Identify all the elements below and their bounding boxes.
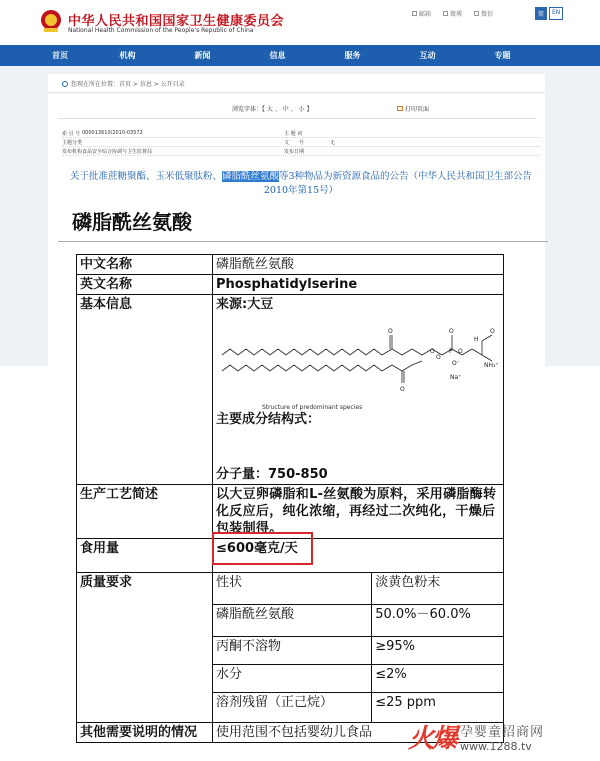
language-switch xyxy=(535,7,563,20)
search-highlight: 磷脂酰丝氨酸 xyxy=(221,171,279,182)
weibo-icon xyxy=(443,11,448,16)
quality-item: 水分 xyxy=(213,665,372,693)
nav-home[interactable]: 首页 xyxy=(52,51,68,60)
spec-table xyxy=(76,254,504,743)
dosage-label: 食用量 xyxy=(77,539,213,573)
national-emblem-icon[interactable] xyxy=(40,9,62,33)
nav-institutions[interactable]: 机构 xyxy=(119,51,136,60)
lang-english[interactable]: EN xyxy=(549,7,563,20)
svg-text:O⁻: O⁻ xyxy=(452,360,460,367)
watermark-site-name: 孕婴童招商网 xyxy=(460,724,545,740)
print-label: 打印页面 xyxy=(405,106,430,113)
page-background xyxy=(545,66,600,366)
svg-text:NH₃⁺: NH₃⁺ xyxy=(484,362,499,369)
cn-name-value: 磷脂酰丝氨酸 xyxy=(213,255,504,275)
printer-icon xyxy=(397,106,403,111)
watermark xyxy=(408,718,544,755)
table-row xyxy=(77,485,504,539)
table-row xyxy=(77,255,504,275)
svg-text:O: O xyxy=(388,328,393,335)
en-name-label: 英文名称 xyxy=(77,275,213,295)
cn-name-label: 中文名称 xyxy=(77,255,213,275)
divider xyxy=(58,241,548,242)
wechat-link[interactable]: 微信 xyxy=(474,9,493,18)
mail-link[interactable]: 邮箱 xyxy=(412,9,431,18)
site-header xyxy=(0,0,600,45)
metadata-table xyxy=(62,129,540,156)
nav-interaction[interactable]: 互动 xyxy=(419,51,436,60)
main-nav xyxy=(0,45,600,66)
svg-text:O: O xyxy=(400,386,405,393)
source-text: 来源:大豆 xyxy=(216,297,274,312)
quality-value: ≤25 ppm xyxy=(372,693,504,723)
mail-icon xyxy=(412,11,417,16)
dosage-value: ≤600毫克/天 xyxy=(213,539,504,573)
weibo-link[interactable]: 微博 xyxy=(443,9,462,18)
location-pin-icon xyxy=(62,81,68,87)
en-name-value: Phosphatidylserine xyxy=(213,275,504,295)
process-value: 以大豆卵磷脂和L-丝氨酸为原料，采用磷脂酶转化反应后，纯化浓缩，再经过二次纯化，干燥后包装制得。 xyxy=(213,485,504,539)
quality-label: 质量要求 xyxy=(77,573,213,723)
divider xyxy=(58,118,536,119)
document-title: 磷脂酰丝氨酸 xyxy=(72,210,192,234)
svg-text:Na⁺: Na⁺ xyxy=(450,374,462,381)
svg-text:O: O xyxy=(458,348,463,355)
molecular-weight: 分子量：750-850 xyxy=(216,467,328,482)
process-label: 生产工艺简述 xyxy=(77,485,213,539)
quality-value: 50.0%－60.0% xyxy=(372,605,504,637)
svg-text:O: O xyxy=(449,328,454,335)
quality-item: 丙酮不溶物 xyxy=(213,637,372,665)
quality-item: 性状 xyxy=(213,573,372,605)
structure-diagram xyxy=(216,313,500,417)
quality-value: ≥95% xyxy=(372,637,504,665)
molecule-structure-icon xyxy=(216,313,500,399)
metadata-row: 索 引 号 000013610/2010-03572 主 题 词 xyxy=(62,129,540,138)
basic-info-label: 基本信息 xyxy=(77,295,213,485)
svg-text:O: O xyxy=(490,328,495,335)
metadata-row: 主题分类 文 号 无 xyxy=(62,138,540,147)
reading-toolbar xyxy=(48,101,546,116)
table-row xyxy=(77,275,504,295)
basic-info-cell xyxy=(213,295,504,485)
structure-caption: Structure of predominant species xyxy=(262,404,363,411)
nav-information[interactable]: 信息 xyxy=(269,51,286,60)
quality-value: ≤2% xyxy=(372,665,504,693)
svg-text:H: H xyxy=(474,336,479,343)
org-name-en: National Health Commission of the People's Republic of China xyxy=(68,27,254,34)
table-row xyxy=(77,573,504,605)
watermark-logo: 火爆 xyxy=(408,724,457,754)
print-button[interactable] xyxy=(397,104,429,113)
quality-item: 磷脂酰丝氨酸 xyxy=(213,605,372,637)
svg-text:O: O xyxy=(430,348,435,355)
quality-item: 溶剂残留（正己烷） xyxy=(213,693,372,723)
svg-text:P: P xyxy=(449,348,453,355)
notice-title[interactable]: 关于批准蔗糖聚酯、玉米低聚肽粉、磷脂酰丝氨酸等3种物品为新资源食品的公告（中华人民共和国卫生部公告2010年第15号） xyxy=(69,171,533,196)
nav-topics[interactable]: 专题 xyxy=(494,51,511,60)
lang-simplified[interactable]: 简 xyxy=(535,7,547,20)
other-label: 其他需要说明的情况 xyxy=(77,723,213,743)
breadcrumb-text[interactable]: 您现在所在位置：首页 > 信息 > 公开目录 xyxy=(71,81,185,88)
top-links xyxy=(412,9,493,18)
nav-services[interactable]: 服务 xyxy=(344,51,361,60)
metadata-row: 发布机构 食品安全综合协调与卫生监督局 发布日期 xyxy=(62,147,540,156)
table-row xyxy=(77,295,504,485)
org-name-cn[interactable]: 中华人民共和国国家卫生健康委员会 xyxy=(68,14,285,29)
other-value: 使用范围不包括婴幼儿食品 xyxy=(213,723,504,743)
quality-value: 淡黄色粉末 xyxy=(372,573,504,605)
nav-news[interactable]: 新闻 xyxy=(194,51,211,60)
breadcrumb xyxy=(62,79,185,88)
structure-label: 主要成分结构式： xyxy=(216,412,321,427)
watermark-url: www.1288.tv xyxy=(460,739,532,753)
divider xyxy=(48,92,546,93)
wechat-icon xyxy=(474,11,479,16)
table-row xyxy=(77,539,504,573)
font-size-selector[interactable]: 浏览字体：【 大 、 中 、 小 】 xyxy=(232,106,313,113)
svg-text:O: O xyxy=(436,354,441,361)
